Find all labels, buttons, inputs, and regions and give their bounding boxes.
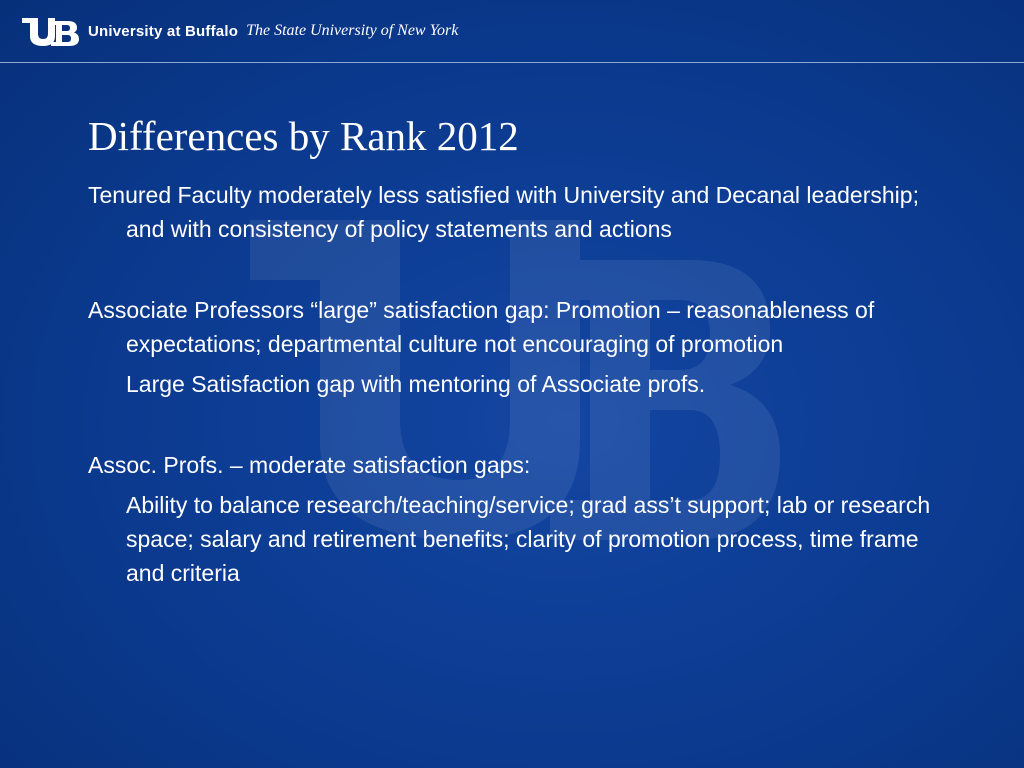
ub-logo-icon [20,14,82,48]
slide-title: Differences by Rank 2012 [88,113,519,159]
paragraph-associate: Associate Professors “large” satisfaction gap: Promotion – reasonableness of expectations; departmental culture not encouraging of promotion [88,297,875,357]
paragraph-associate-sub: Large Satisfaction gap with mentoring of Associate profs. [126,371,706,397]
paragraph-tenured: Tenured Faculty moderately less satisfied with University and Decanal leadership; and with consistency of policy statements and actions [88,182,919,242]
paragraph-assoc-profs-sub: Ability to balance research/teaching/service; grad ass’t support; lab or research space; salary and retirement benefits; clarity of promotion process, time frame and criteria [126,492,931,586]
brand-subtitle: The State University of New York [246,22,459,39]
header-divider [0,62,1024,63]
header-bar [0,0,1024,62]
paragraph-assoc-profs: Assoc. Profs. – moderate satisfaction gaps: [88,452,531,478]
brand-name: University at Buffalo [88,22,239,40]
slide-body [88,178,938,590]
